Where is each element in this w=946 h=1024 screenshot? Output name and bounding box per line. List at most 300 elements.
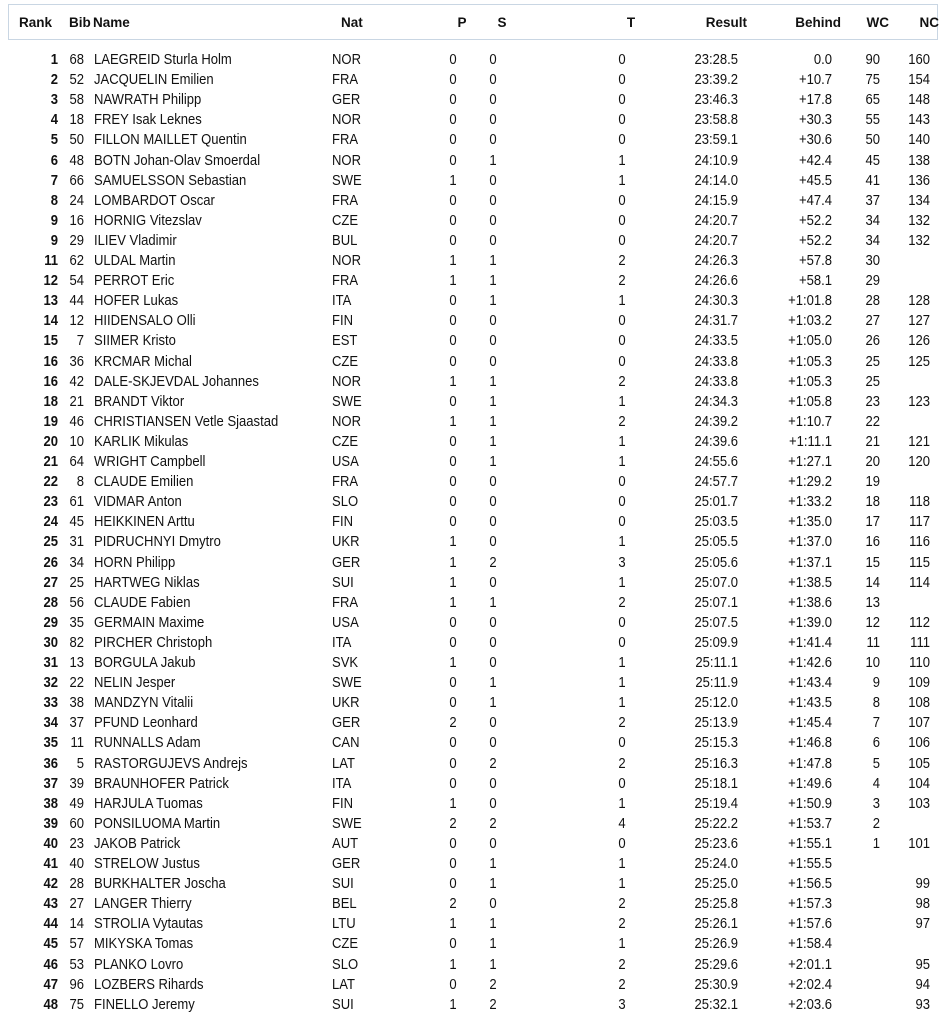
nation-cell: NOR [332, 373, 362, 390]
athlete-name-cell: LOZBERS Rihards [94, 976, 204, 993]
result-time-cell: 24:39.2 [694, 413, 738, 430]
nation-cell: SLO [332, 956, 359, 973]
table-row [0, 231, 946, 251]
nation-cell: CZE [332, 353, 359, 370]
wc-points-cell: 2 [872, 815, 880, 832]
standing-misses-cell: 1 [489, 373, 497, 390]
nc-points-cell: 111 [910, 634, 930, 651]
prone-misses-cell: 0 [449, 333, 457, 350]
total-misses-cell: 2 [618, 253, 626, 269]
rank-cell: 22 [43, 474, 58, 491]
bib-cell: 58 [69, 92, 84, 109]
table-row [0, 291, 946, 311]
bib-cell: 28 [69, 876, 84, 893]
prone-misses-cell: 2 [449, 815, 457, 832]
total-misses-cell: 0 [618, 775, 626, 792]
behind-cell: +1:05.8 [788, 393, 832, 410]
nc-points-cell: 132 [908, 232, 930, 249]
rank-cell: 43 [43, 896, 58, 913]
athlete-name-cell: SAMUELSSON Sebastian [94, 172, 247, 189]
athlete-name-cell: BURKHALTER Joscha [94, 876, 226, 893]
behind-cell: +1:49.6 [788, 775, 832, 792]
total-misses-cell: 0 [618, 313, 626, 330]
prone-misses-cell: 0 [449, 212, 457, 229]
table-row [0, 995, 946, 1015]
nation-cell: FRA [332, 192, 359, 209]
rank-cell: 30 [43, 634, 58, 651]
result-time-cell: 23:46.3 [694, 92, 738, 109]
prone-misses-cell: 0 [449, 494, 457, 511]
nc-points-cell: 140 [908, 132, 930, 149]
total-misses-cell: 2 [618, 755, 626, 772]
bib-cell: 31 [69, 534, 84, 551]
header-total: T [626, 15, 636, 30]
total-misses-cell: 1 [618, 433, 626, 450]
bib-cell: 36 [69, 353, 84, 370]
rank-cell: 16 [43, 353, 58, 370]
result-time-cell: 25:15.3 [694, 735, 738, 752]
total-misses-cell: 1 [618, 876, 626, 893]
nation-cell: GER [332, 554, 361, 571]
rank-cell: 21 [43, 454, 58, 470]
bib-cell: 52 [69, 72, 84, 89]
result-time-cell: 24:26.3 [694, 253, 738, 269]
nation-cell: SWE [332, 815, 362, 832]
header-rank: Rank [19, 15, 53, 30]
table-row [0, 874, 946, 894]
result-time-cell: 24:14.0 [694, 172, 738, 189]
behind-cell: +30.3 [798, 112, 832, 129]
prone-misses-cell: 1 [449, 273, 457, 290]
prone-misses-cell: 0 [449, 313, 457, 330]
total-misses-cell: 0 [618, 112, 626, 129]
result-time-cell: 25:19.4 [694, 795, 738, 812]
standing-misses-cell: 0 [489, 835, 497, 852]
wc-points-cell: 21 [865, 433, 880, 450]
bib-cell: 44 [69, 293, 84, 310]
behind-cell: +10.7 [798, 72, 832, 89]
athlete-name-cell: VIDMAR Anton [94, 494, 182, 511]
athlete-name-cell: PLANKO Lovro [94, 956, 184, 973]
athlete-name-cell: HIIDENSALO Olli [94, 313, 196, 330]
table-row [0, 733, 946, 753]
wc-points-cell: 4 [872, 775, 880, 792]
standing-misses-cell: 0 [489, 474, 497, 491]
prone-misses-cell: 1 [449, 172, 457, 189]
wc-points-cell: 19 [865, 474, 880, 491]
behind-cell: +1:45.4 [788, 715, 832, 732]
behind-cell: +2:02.4 [788, 976, 832, 993]
table-row [0, 814, 946, 834]
wc-points-cell: 28 [865, 293, 880, 310]
standing-misses-cell: 2 [489, 815, 497, 832]
wc-points-cell: 34 [865, 232, 880, 249]
behind-cell: +1:35.0 [788, 514, 832, 531]
nc-points-cell: 118 [909, 494, 930, 511]
header-name: Name [93, 15, 130, 30]
bib-cell: 46 [69, 413, 84, 430]
behind-cell: +1:01.8 [788, 293, 832, 310]
athlete-name-cell: PONSILUOMA Martin [94, 815, 221, 832]
total-misses-cell: 3 [618, 996, 626, 1013]
nc-points-cell: 98 [915, 896, 930, 913]
bib-cell: 27 [69, 896, 84, 913]
nc-points-cell: 95 [915, 956, 930, 973]
nation-cell: CAN [332, 735, 360, 752]
standing-misses-cell: 1 [489, 454, 497, 470]
nation-cell: FIN [332, 313, 354, 330]
behind-cell: +1:03.2 [788, 313, 832, 330]
total-misses-cell: 1 [618, 655, 626, 671]
total-misses-cell: 0 [618, 132, 626, 149]
prone-misses-cell: 1 [449, 534, 457, 551]
result-time-cell: 25:30.9 [694, 976, 738, 993]
results-table-header [8, 4, 938, 40]
result-time-cell: 25:29.6 [694, 956, 738, 973]
result-time-cell: 25:25.8 [694, 896, 738, 913]
rank-cell: 2 [50, 72, 58, 89]
standing-misses-cell: 1 [489, 293, 497, 310]
rank-cell: 37 [43, 775, 58, 792]
standing-misses-cell: 0 [489, 333, 497, 350]
bib-cell: 7 [76, 333, 84, 350]
table-row [0, 492, 946, 512]
behind-cell: +52.2 [798, 212, 832, 229]
athlete-name-cell: KRCMAR Michal [94, 353, 192, 370]
nation-cell: EST [332, 333, 358, 350]
table-row [0, 914, 946, 934]
wc-points-cell: 41 [865, 172, 880, 189]
wc-points-cell: 27 [865, 313, 880, 330]
rank-cell: 23 [43, 494, 58, 511]
total-misses-cell: 0 [618, 514, 626, 531]
nc-points-cell: 110 [909, 655, 930, 671]
bib-cell: 14 [69, 916, 84, 933]
behind-cell: +1:55.1 [788, 835, 832, 852]
header-nc: NC [919, 15, 939, 30]
table-row [0, 251, 946, 271]
nc-points-cell: 114 [909, 574, 930, 591]
result-time-cell: 24:33.8 [694, 353, 738, 370]
result-time-cell: 25:13.9 [694, 715, 738, 732]
nc-points-cell: 108 [908, 695, 930, 712]
behind-cell: +1:43.4 [788, 675, 832, 692]
nc-points-cell: 105 [908, 755, 930, 772]
behind-cell: +58.1 [798, 273, 832, 290]
bib-cell: 82 [69, 634, 84, 651]
prone-misses-cell: 0 [449, 835, 457, 852]
athlete-name-cell: DALE-SKJEVDAL Johannes [94, 373, 259, 390]
athlete-name-cell: NELIN Jesper [94, 675, 176, 692]
nation-cell: FRA [332, 72, 359, 89]
nation-cell: SUI [332, 574, 354, 591]
athlete-name-cell: PERROT Eric [94, 273, 175, 290]
rank-cell: 18 [43, 393, 58, 410]
wc-points-cell: 26 [865, 333, 880, 350]
prone-misses-cell: 1 [449, 655, 457, 671]
behind-cell: +1:38.5 [788, 574, 832, 591]
athlete-name-cell: SIIMER Kristo [94, 333, 176, 350]
standing-misses-cell: 0 [489, 72, 497, 89]
table-row [0, 754, 946, 774]
rank-cell: 38 [43, 795, 58, 812]
prone-misses-cell: 1 [449, 916, 457, 933]
table-row [0, 512, 946, 532]
table-row [0, 593, 946, 613]
result-time-cell: 25:18.1 [694, 775, 738, 792]
behind-cell: +2:01.1 [788, 956, 832, 973]
behind-cell: +1:10.7 [788, 413, 832, 430]
nc-points-cell: 125 [908, 353, 930, 370]
total-misses-cell: 0 [618, 232, 626, 249]
rank-cell: 29 [43, 614, 58, 631]
nation-cell: NOR [332, 413, 362, 430]
behind-cell: +17.8 [798, 92, 832, 109]
behind-cell: +1:11.1 [789, 433, 832, 450]
behind-cell: +1:27.1 [788, 454, 832, 470]
standing-misses-cell: 1 [489, 594, 497, 611]
total-misses-cell: 1 [618, 393, 626, 410]
result-time-cell: 24:39.6 [694, 433, 738, 450]
wc-points-cell: 30 [865, 253, 880, 269]
rank-cell: 46 [43, 956, 58, 973]
table-row [0, 211, 946, 231]
rank-cell: 40 [43, 835, 58, 852]
bib-cell: 57 [69, 936, 84, 953]
result-time-cell: 25:05.5 [694, 534, 738, 551]
nation-cell: GER [332, 92, 361, 109]
nc-points-cell: 160 [908, 52, 930, 68]
athlete-name-cell: STROLIA Vytautas [94, 916, 204, 933]
nation-cell: UKR [332, 695, 360, 712]
table-row [0, 774, 946, 794]
header-standing: S [497, 15, 507, 30]
total-misses-cell: 2 [618, 956, 626, 973]
behind-cell: +1:43.5 [788, 695, 832, 712]
bib-cell: 10 [69, 433, 84, 450]
result-time-cell: 25:23.6 [694, 835, 738, 852]
nc-points-cell: 103 [908, 795, 930, 812]
nation-cell: FRA [332, 132, 359, 149]
standing-misses-cell: 0 [489, 132, 497, 149]
total-misses-cell: 1 [618, 675, 626, 692]
result-time-cell: 24:10.9 [694, 152, 738, 169]
wc-points-cell: 15 [865, 554, 880, 571]
standing-misses-cell: 0 [489, 112, 497, 129]
table-row [0, 331, 946, 351]
result-time-cell: 25:12.0 [694, 695, 738, 712]
behind-cell: +1:05.0 [788, 333, 832, 350]
prone-misses-cell: 0 [449, 856, 457, 872]
nation-cell: SVK [332, 655, 359, 671]
athlete-name-cell: RUNNALLS Adam [94, 735, 201, 752]
prone-misses-cell: 1 [449, 574, 457, 591]
table-row [0, 532, 946, 552]
standing-misses-cell: 2 [489, 976, 497, 993]
behind-cell: +1:38.6 [788, 594, 832, 611]
prone-misses-cell: 0 [449, 92, 457, 109]
result-time-cell: 24:57.7 [694, 474, 738, 491]
prone-misses-cell: 0 [449, 735, 457, 752]
athlete-name-cell: BRANDT Viktor [94, 393, 185, 410]
behind-cell: +1:05.3 [788, 353, 832, 370]
rank-cell: 4 [50, 112, 58, 129]
standing-misses-cell: 0 [489, 212, 497, 229]
nation-cell: CZE [332, 433, 359, 450]
bib-cell: 38 [69, 695, 84, 712]
standing-misses-cell: 1 [489, 413, 497, 430]
table-row [0, 412, 946, 432]
rank-cell: 48 [43, 996, 58, 1013]
bib-cell: 42 [69, 373, 84, 390]
standing-misses-cell: 2 [489, 996, 497, 1013]
behind-cell: +1:33.2 [788, 494, 832, 511]
behind-cell: +1:57.3 [788, 896, 832, 913]
wc-points-cell: 7 [872, 715, 880, 732]
total-misses-cell: 0 [618, 192, 626, 209]
nation-cell: FIN [332, 514, 354, 531]
total-misses-cell: 0 [618, 494, 626, 511]
prone-misses-cell: 0 [449, 433, 457, 450]
total-misses-cell: 1 [618, 936, 626, 953]
standing-misses-cell: 1 [489, 695, 497, 712]
athlete-name-cell: JAKOB Patrick [94, 835, 181, 852]
bib-cell: 68 [69, 52, 84, 68]
table-row [0, 151, 946, 171]
bib-cell: 11 [70, 735, 84, 752]
athlete-name-cell: PFUND Leonhard [94, 715, 198, 732]
nc-points-cell: 117 [909, 514, 930, 531]
table-row [0, 794, 946, 814]
nation-cell: UKR [332, 534, 360, 551]
table-row [0, 432, 946, 452]
behind-cell: +30.6 [798, 132, 832, 149]
wc-points-cell: 25 [865, 353, 880, 370]
result-time-cell: 24:30.3 [694, 293, 738, 310]
bib-cell: 45 [69, 514, 84, 531]
rank-cell: 27 [43, 574, 58, 591]
prone-misses-cell: 1 [449, 795, 457, 812]
standing-misses-cell: 0 [489, 896, 497, 913]
nation-cell: NOR [332, 52, 362, 68]
nation-cell: LTU [332, 916, 356, 933]
total-misses-cell: 3 [618, 554, 626, 571]
nc-points-cell: 154 [908, 72, 930, 89]
result-time-cell: 23:28.5 [694, 52, 738, 68]
prone-misses-cell: 0 [449, 112, 457, 129]
nation-cell: SWE [332, 172, 362, 189]
wc-points-cell: 55 [865, 112, 880, 129]
behind-cell: +47.4 [798, 192, 832, 209]
rank-cell: 47 [43, 976, 58, 993]
wc-points-cell: 6 [872, 735, 880, 752]
total-misses-cell: 2 [618, 715, 626, 732]
prone-misses-cell: 0 [449, 132, 457, 149]
total-misses-cell: 0 [618, 835, 626, 852]
total-misses-cell: 1 [618, 534, 626, 551]
athlete-name-cell: WRIGHT Campbell [94, 454, 206, 470]
result-time-cell: 25:05.6 [694, 554, 738, 571]
standing-misses-cell: 1 [489, 876, 497, 893]
behind-cell: +2:03.6 [788, 996, 832, 1013]
rank-cell: 16 [43, 373, 58, 390]
standing-misses-cell: 0 [489, 574, 497, 591]
wc-points-cell: 50 [865, 132, 880, 149]
wc-points-cell: 14 [865, 574, 880, 591]
nation-cell: SUI [332, 876, 354, 893]
result-time-cell: 24:15.9 [694, 192, 738, 209]
wc-points-cell: 8 [872, 695, 880, 712]
wc-points-cell: 10 [865, 655, 880, 671]
rank-cell: 39 [43, 815, 58, 832]
wc-points-cell: 1 [872, 835, 880, 852]
bib-cell: 48 [69, 152, 84, 169]
prone-misses-cell: 1 [449, 996, 457, 1013]
athlete-name-cell: CHRISTIANSEN Vetle Sjaastad [94, 413, 279, 430]
header-wc: WC [866, 15, 889, 30]
nc-points-cell: 97 [915, 916, 930, 933]
athlete-name-cell: KARLIK Mikulas [94, 433, 189, 450]
athlete-name-cell: HARJULA Tuomas [94, 795, 203, 812]
standing-misses-cell: 0 [489, 534, 497, 551]
wc-points-cell: 25 [865, 373, 880, 390]
result-time-cell: 25:01.7 [694, 494, 738, 511]
nation-cell: USA [332, 454, 359, 470]
rank-cell: 44 [43, 916, 58, 933]
standing-misses-cell: 0 [489, 715, 497, 732]
header-result: Result [705, 15, 747, 30]
bib-cell: 75 [69, 996, 84, 1013]
wc-points-cell: 22 [865, 413, 880, 430]
result-time-cell: 24:55.6 [694, 454, 738, 470]
standing-misses-cell: 0 [489, 735, 497, 752]
rank-cell: 25 [43, 534, 58, 551]
prone-misses-cell: 0 [449, 192, 457, 209]
rank-cell: 13 [43, 293, 58, 310]
wc-points-cell: 90 [865, 52, 880, 68]
bib-cell: 62 [69, 253, 84, 269]
table-row [0, 372, 946, 392]
behind-cell: +52.2 [798, 232, 832, 249]
behind-cell: +1:50.9 [788, 795, 832, 812]
table-row [0, 171, 946, 191]
standing-misses-cell: 1 [489, 152, 497, 169]
nation-cell: ITA [332, 634, 352, 651]
bib-cell: 16 [69, 212, 84, 229]
behind-cell: 0.0 [813, 52, 832, 68]
nc-points-cell: 106 [908, 735, 930, 752]
nc-points-cell: 99 [915, 876, 930, 893]
table-row [0, 633, 946, 653]
total-misses-cell: 0 [618, 212, 626, 229]
nation-cell: FRA [332, 273, 359, 290]
prone-misses-cell: 0 [449, 876, 457, 893]
nation-cell: FRA [332, 594, 359, 611]
wc-points-cell: 45 [865, 152, 880, 169]
rank-cell: 11 [44, 253, 58, 269]
rank-cell: 20 [43, 433, 58, 450]
athlete-name-cell: LANGER Thierry [94, 896, 192, 913]
athlete-name-cell: BOTN Johan-Olav Smoerdal [94, 152, 261, 169]
table-row [0, 854, 946, 874]
rank-cell: 31 [43, 655, 58, 671]
nation-cell: BEL [332, 896, 357, 913]
nc-points-cell: 127 [908, 313, 930, 330]
standing-misses-cell: 0 [489, 775, 497, 792]
standing-misses-cell: 0 [489, 655, 497, 671]
table-row [0, 130, 946, 150]
result-time-cell: 23:39.2 [694, 72, 738, 89]
